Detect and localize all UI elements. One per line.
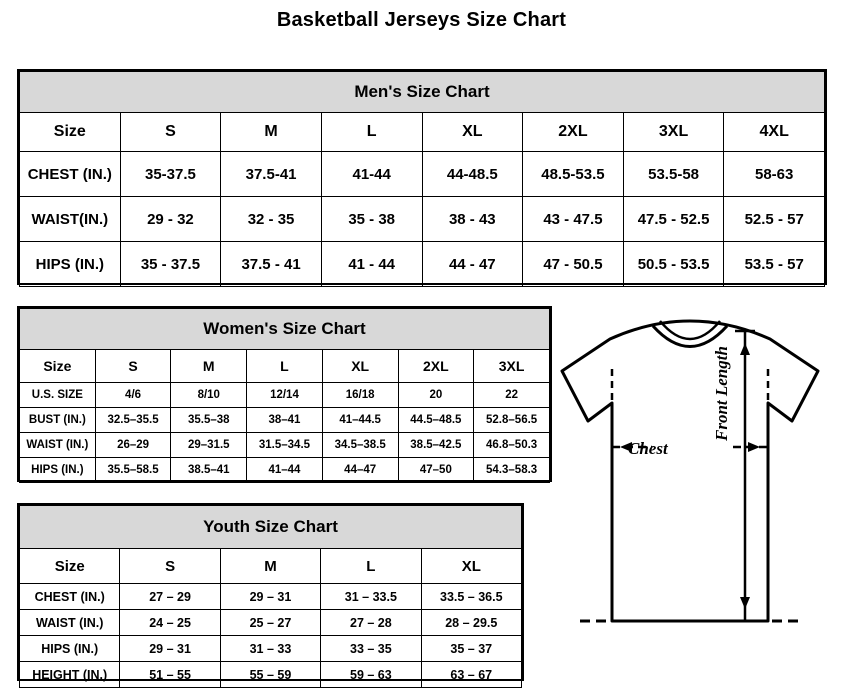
womens-waist-l: 31.5–34.5 — [247, 433, 323, 458]
womens-hips-2xl: 47–50 — [398, 458, 474, 483]
youth-height-xl: 63 – 67 — [421, 662, 521, 688]
womens-size-table — [19, 308, 550, 483]
womens-ussize-2xl: 20 — [398, 383, 474, 408]
womens-waist-3xl: 46.8–50.3 — [474, 433, 550, 458]
youth-chest-s: 27 – 29 — [120, 584, 220, 610]
mens-row-label-hips: HIPS (IN.) — [20, 242, 121, 287]
mens-hips-4xl: 53.5 - 57 — [724, 242, 825, 287]
mens-waist-2xl: 43 - 47.5 — [523, 197, 624, 242]
youth-row-label-waist: WAIST (IN.) — [20, 610, 120, 636]
mens-waist-xl: 38 - 43 — [422, 197, 523, 242]
womens-ussize-l: 12/14 — [247, 383, 323, 408]
womens-header-s: S — [95, 350, 171, 383]
womens-ussize-s: 4/6 — [95, 383, 171, 408]
youth-chest-l: 31 – 33.5 — [321, 584, 421, 610]
youth-waist-l: 27 – 28 — [321, 610, 421, 636]
womens-hips-m: 38.5–41 — [171, 458, 247, 483]
mens-header-4xl: 4XL — [724, 113, 825, 152]
youth-row-label-height: HEIGHT (IN.) — [20, 662, 120, 688]
mens-band-row — [20, 72, 825, 113]
table-row — [20, 636, 522, 662]
mens-header-s: S — [120, 113, 221, 152]
womens-waist-xl: 34.5–38.5 — [322, 433, 398, 458]
youth-height-m: 55 – 59 — [220, 662, 320, 688]
womens-bust-l: 38–41 — [247, 408, 323, 433]
womens-hips-3xl: 54.3–58.3 — [474, 458, 550, 483]
youth-hips-s: 29 – 31 — [120, 636, 220, 662]
mens-chest-s: 35-37.5 — [120, 152, 221, 197]
womens-ussize-m: 8/10 — [171, 383, 247, 408]
youth-waist-s: 24 – 25 — [120, 610, 220, 636]
womens-bust-xl: 41–44.5 — [322, 408, 398, 433]
mens-waist-3xl: 47.5 - 52.5 — [623, 197, 724, 242]
mens-hips-3xl: 50.5 - 53.5 — [623, 242, 724, 287]
womens-chart-title: Women's Size Chart — [20, 309, 550, 350]
womens-hips-xl: 44–47 — [322, 458, 398, 483]
womens-bust-3xl: 52.8–56.5 — [474, 408, 550, 433]
youth-chart-title: Youth Size Chart — [20, 506, 522, 549]
youth-hips-l: 33 – 35 — [321, 636, 421, 662]
mens-chest-xl: 44-48.5 — [422, 152, 523, 197]
table-row — [20, 433, 550, 458]
mens-waist-l: 35 - 38 — [321, 197, 422, 242]
womens-row-label-bust: BUST (IN.) — [20, 408, 96, 433]
womens-header-row — [20, 350, 550, 383]
mens-row-label-waist: WAIST(IN.) — [20, 197, 121, 242]
mens-size-table — [19, 71, 825, 287]
table-row — [20, 242, 825, 287]
youth-size-chart — [17, 503, 524, 681]
mens-header-size: Size — [20, 113, 121, 152]
mens-hips-l: 41 - 44 — [321, 242, 422, 287]
mens-hips-s: 35 - 37.5 — [120, 242, 221, 287]
youth-size-table — [19, 505, 522, 688]
womens-ussize-xl: 16/18 — [322, 383, 398, 408]
youth-waist-xl: 28 – 29.5 — [421, 610, 521, 636]
mens-header-l: L — [321, 113, 422, 152]
mens-chest-3xl: 53.5-58 — [623, 152, 724, 197]
womens-ussize-3xl: 22 — [474, 383, 550, 408]
table-row — [20, 662, 522, 688]
front-length-label: Front Length — [712, 346, 731, 441]
mens-chest-2xl: 48.5-53.5 — [523, 152, 624, 197]
womens-header-m: M — [171, 350, 247, 383]
youth-height-l: 59 – 63 — [321, 662, 421, 688]
womens-bust-s: 32.5–35.5 — [95, 408, 171, 433]
mens-chest-m: 37.5-41 — [221, 152, 322, 197]
youth-header-m: M — [220, 549, 320, 584]
womens-bust-m: 35.5–38 — [171, 408, 247, 433]
mens-waist-4xl: 52.5 - 57 — [724, 197, 825, 242]
youth-header-s: S — [120, 549, 220, 584]
mens-hips-m: 37.5 - 41 — [221, 242, 322, 287]
mens-header-2xl: 2XL — [523, 113, 624, 152]
table-row — [20, 152, 825, 197]
mens-row-label-chest: CHEST (IN.) — [20, 152, 121, 197]
table-row — [20, 458, 550, 483]
chest-label: Chest — [628, 439, 668, 458]
mens-chest-l: 41-44 — [321, 152, 422, 197]
mens-waist-m: 32 - 35 — [221, 197, 322, 242]
mens-header-row — [20, 113, 825, 152]
womens-bust-2xl: 44.5–48.5 — [398, 408, 474, 433]
womens-row-label-us-size: U.S. SIZE — [20, 383, 96, 408]
womens-waist-m: 29–31.5 — [171, 433, 247, 458]
womens-waist-s: 26–29 — [95, 433, 171, 458]
youth-waist-m: 25 – 27 — [220, 610, 320, 636]
womens-size-chart — [17, 306, 552, 482]
womens-header-3xl: 3XL — [474, 350, 550, 383]
mens-header-3xl: 3XL — [623, 113, 724, 152]
youth-header-xl: XL — [421, 549, 521, 584]
mens-header-xl: XL — [422, 113, 523, 152]
womens-header-l: L — [247, 350, 323, 383]
jersey-outline — [562, 321, 818, 621]
table-row — [20, 584, 522, 610]
page-title: Basketball Jerseys Size Chart — [276, 9, 567, 31]
mens-chart-title: Men's Size Chart — [20, 72, 825, 113]
mens-hips-2xl: 47 - 50.5 — [523, 242, 624, 287]
youth-hips-m: 31 – 33 — [220, 636, 320, 662]
youth-band-row — [20, 506, 522, 549]
youth-header-l: L — [321, 549, 421, 584]
table-row — [20, 408, 550, 433]
jersey-measurement-diagram — [540, 309, 840, 684]
womens-waist-2xl: 38.5–42.5 — [398, 433, 474, 458]
womens-hips-l: 41–44 — [247, 458, 323, 483]
youth-row-label-hips: HIPS (IN.) — [20, 636, 120, 662]
youth-row-label-chest: CHEST (IN.) — [20, 584, 120, 610]
mens-waist-s: 29 - 32 — [120, 197, 221, 242]
table-row — [20, 383, 550, 408]
youth-chest-xl: 33.5 – 36.5 — [421, 584, 521, 610]
youth-chest-m: 29 – 31 — [220, 584, 320, 610]
youth-header-row — [20, 549, 522, 584]
mens-size-chart — [17, 69, 827, 285]
table-row — [20, 610, 522, 636]
table-row — [20, 197, 825, 242]
womens-header-2xl: 2XL — [398, 350, 474, 383]
youth-header-size: Size — [20, 549, 120, 584]
womens-row-label-waist: WAIST (IN.) — [20, 433, 96, 458]
mens-hips-xl: 44 - 47 — [422, 242, 523, 287]
mens-chest-4xl: 58-63 — [724, 152, 825, 197]
womens-header-xl: XL — [322, 350, 398, 383]
womens-hips-s: 35.5–58.5 — [95, 458, 171, 483]
youth-hips-xl: 35 – 37 — [421, 636, 521, 662]
youth-height-s: 51 – 55 — [120, 662, 220, 688]
mens-header-m: M — [221, 113, 322, 152]
womens-row-label-hips: HIPS (IN.) — [20, 458, 96, 483]
womens-header-size: Size — [20, 350, 96, 383]
womens-band-row — [20, 309, 550, 350]
